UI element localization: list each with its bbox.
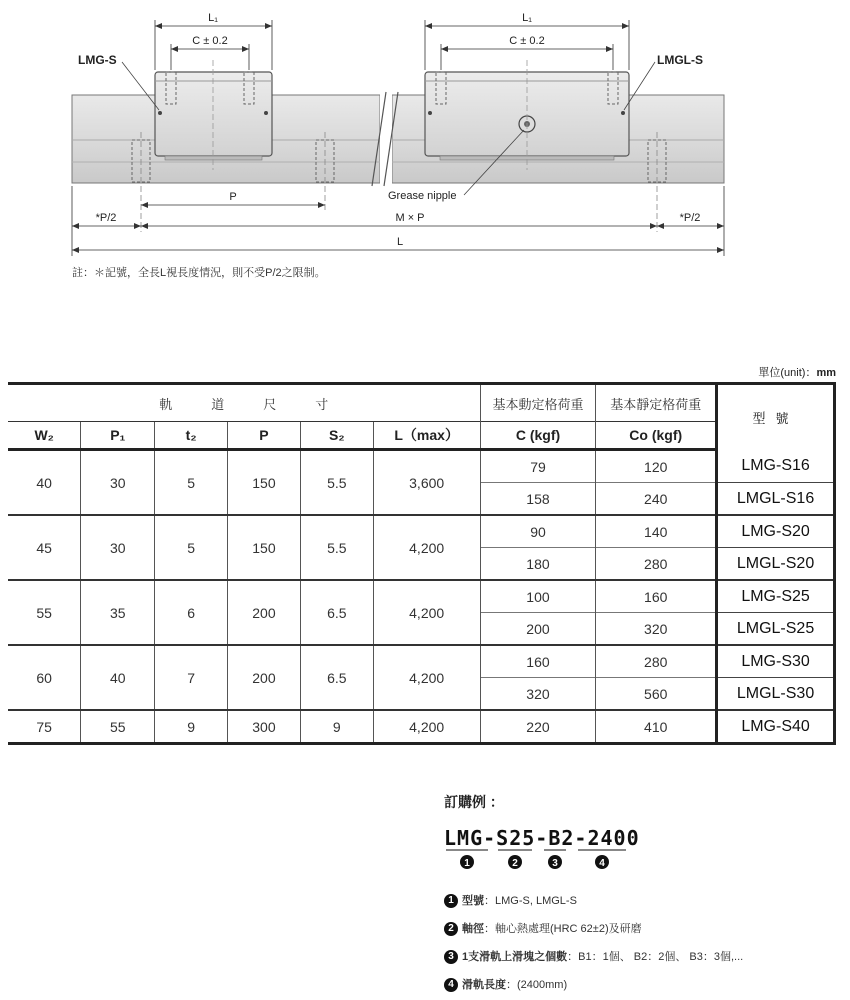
cell-w2: 55: [8, 580, 81, 645]
cell-model: LMGL-S30: [717, 678, 835, 711]
drawing-note: 註：＊記號，全長L視長度情況，則不受P/2之限制。: [72, 267, 326, 279]
unit-prefix: 單位(unit)：: [758, 367, 817, 379]
col-p1: P₁: [81, 422, 155, 450]
cell-c: 158: [480, 483, 596, 516]
cell-p: 150: [228, 450, 301, 516]
dim-c-right: C ± 0.2: [509, 35, 545, 47]
cell-s2: 5.5: [300, 515, 373, 580]
marker-2: [508, 855, 522, 869]
number-2-icon: 2: [444, 922, 458, 936]
order-example: [444, 792, 640, 850]
cell-co: 240: [596, 483, 717, 516]
cell-t2: 9: [155, 710, 228, 744]
dim-p: P: [229, 191, 237, 203]
order-item-1: [444, 892, 577, 908]
dim-l1-left: L₁: [208, 12, 218, 24]
table-row: [8, 450, 835, 483]
col-p: P: [228, 422, 301, 450]
cell-c: 160: [480, 645, 596, 678]
number-1-icon: 1: [444, 894, 458, 908]
header-static-load: 基本靜定格荷重: [596, 384, 717, 422]
cell-co: 560: [596, 678, 717, 711]
order-item-text: ：B1：1個、 B2：2個、 B3：3個,...: [567, 951, 744, 963]
svg-text:4: 4: [599, 858, 605, 869]
dim-c-left: C ± 0.2: [192, 35, 228, 47]
cell-w2: 60: [8, 645, 81, 710]
cell-l: 4,200: [373, 515, 480, 580]
label-lmg-s: LMG-S: [78, 53, 117, 67]
number-4-icon: 4: [444, 978, 458, 992]
header-model: 型號: [717, 384, 835, 450]
order-item-4: [444, 976, 567, 992]
order-item-3: [444, 948, 743, 964]
spec-table: [8, 382, 836, 745]
cell-p1: 35: [81, 580, 155, 645]
dim-mp: M × P: [395, 212, 425, 224]
col-s2: S₂: [300, 422, 373, 450]
block-lmg-s: [155, 72, 272, 160]
cell-s2: 6.5: [300, 580, 373, 645]
cell-model: LMGL-S16: [717, 483, 835, 516]
cell-p1: 40: [81, 645, 155, 710]
cell-model: LMG-S40: [717, 710, 835, 744]
cell-c: 200: [480, 613, 596, 646]
order-item-label: 軸徑: [462, 923, 484, 935]
cell-p: 200: [228, 645, 301, 710]
cell-co: 410: [596, 710, 717, 744]
col-w2: W₂: [8, 422, 81, 450]
table-row: [8, 710, 835, 744]
dim-l1-right: L₁: [522, 12, 532, 24]
cell-t2: 6: [155, 580, 228, 645]
cell-p: 200: [228, 580, 301, 645]
order-item-text: ：(2400mm): [506, 979, 568, 991]
dim-half-p-right: *P/2: [679, 212, 701, 224]
cell-s2: 6.5: [300, 645, 373, 710]
cell-model: LMGL-S25: [717, 613, 835, 646]
order-item-text: ：LMG-S, LMGL-S: [484, 895, 577, 907]
cell-c: 90: [480, 515, 596, 548]
cell-model: LMG-S25: [717, 580, 835, 613]
order-item-label: 1支滑軌上滑塊之個數: [462, 951, 568, 963]
label-lmgl-s: LMGL-S: [657, 53, 703, 67]
cell-p: 300: [228, 710, 301, 744]
order-item-2: [444, 920, 642, 936]
cell-model: LMG-S20: [717, 515, 835, 548]
dim-half-p-left: *P/2: [95, 212, 117, 224]
col-c: C (kgf): [480, 422, 596, 450]
cell-s2: 5.5: [300, 450, 373, 516]
svg-text:2: 2: [512, 858, 518, 869]
cell-co: 320: [596, 613, 717, 646]
cell-t2: 5: [155, 515, 228, 580]
label-grease-nipple: Grease nipple: [388, 190, 457, 202]
cell-l: 4,200: [373, 710, 480, 744]
svg-text:1: 1: [464, 858, 470, 869]
header-rail-dimensions: 軌 道 尺 寸: [8, 384, 480, 422]
order-markers: [444, 848, 644, 872]
marker-1: [460, 855, 474, 869]
cell-w2: 40: [36, 474, 52, 491]
cell-p: 150: [228, 515, 301, 580]
cell-co: 280: [596, 548, 717, 581]
header-dynamic-load: 基本動定格荷重: [480, 384, 596, 422]
cell-c: 79: [480, 450, 596, 483]
marker-4: [595, 855, 609, 869]
col-t2: t₂: [155, 422, 228, 450]
cell-model: LMG-S16: [717, 450, 835, 483]
unit-value: mm: [816, 367, 836, 379]
cell-co: 160: [596, 580, 717, 613]
cell-l: 3,600: [373, 450, 480, 516]
col-co: Co (kgf): [596, 422, 717, 450]
number-3-icon: 3: [444, 950, 458, 964]
cell-w2: 45: [8, 515, 81, 580]
rail-drawing: [0, 0, 850, 262]
order-item-text: ：軸心熱處理(HRC 62±2)及研磨: [484, 923, 642, 935]
cell-p1: 55: [81, 710, 155, 744]
order-title: 訂購例 ：: [444, 794, 504, 810]
cell-w2: 75: [8, 710, 81, 744]
cell-l: 4,200: [373, 580, 480, 645]
cell-model: LMG-S30: [717, 645, 835, 678]
cell-l: 4,200: [373, 645, 480, 710]
order-item-label: 型號: [462, 895, 484, 907]
table-row: [8, 515, 835, 548]
cell-c: 100: [480, 580, 596, 613]
dim-l: L: [396, 236, 404, 248]
unit-label: [758, 364, 836, 380]
cell-p1: 30: [81, 450, 155, 516]
cell-c: 180: [480, 548, 596, 581]
order-item-label: 滑軌長度: [462, 979, 506, 991]
cell-t2: 5: [155, 450, 228, 516]
cell-model: LMGL-S20: [717, 548, 835, 581]
cell-c: 220: [480, 710, 596, 744]
table-row: [8, 580, 835, 613]
cell-c: 320: [480, 678, 596, 711]
cell-p1: 30: [81, 515, 155, 580]
cell-co: 120: [596, 450, 717, 483]
svg-text:3: 3: [552, 858, 558, 869]
cell-t2: 7: [155, 645, 228, 710]
cell-co: 140: [596, 515, 717, 548]
col-l-max: L（max）: [373, 422, 480, 450]
marker-3: [548, 855, 562, 869]
table-row: [8, 645, 835, 678]
cell-co: 280: [596, 645, 717, 678]
cell-s2: 9: [300, 710, 373, 744]
order-code: LMG-S25-B2-2400: [444, 826, 640, 850]
